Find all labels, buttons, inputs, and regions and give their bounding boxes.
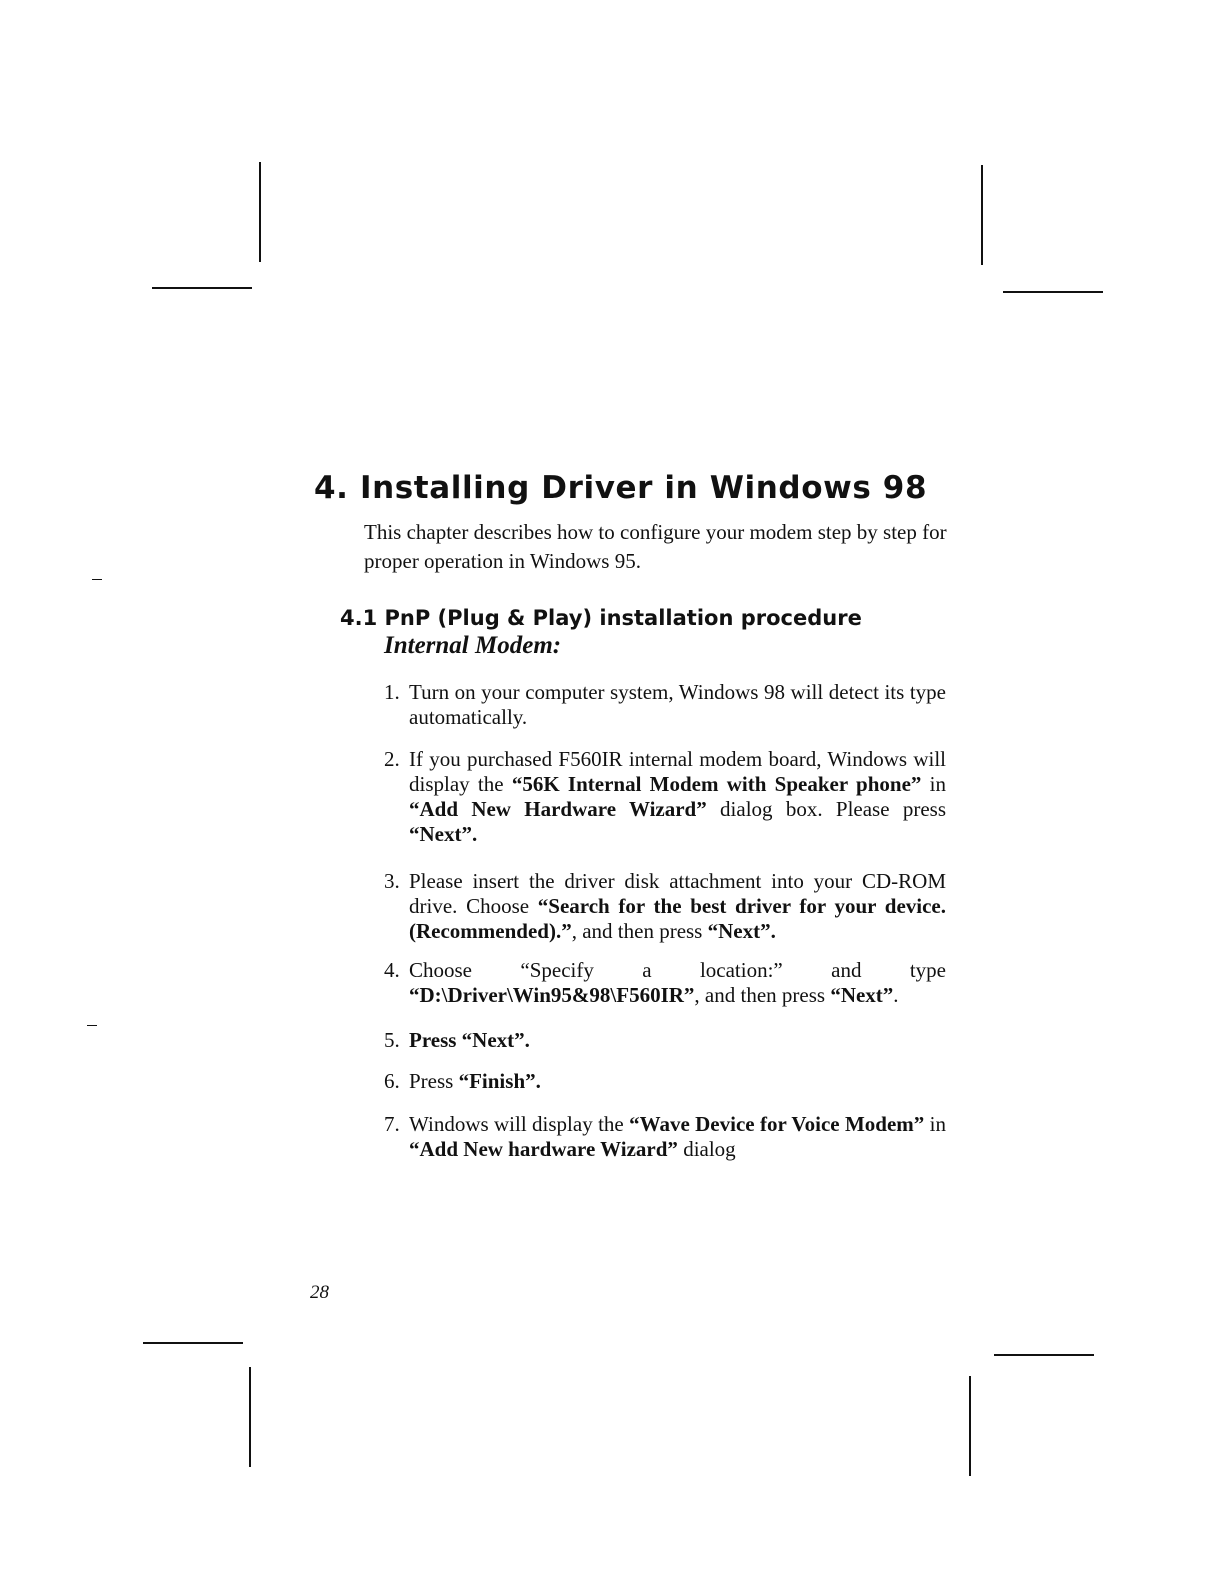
step-text: in — [921, 772, 946, 796]
step-emphasis-text: “Add New hardware Wizard” — [409, 1137, 678, 1161]
crop-mark-top-right-vertical — [981, 165, 983, 265]
crop-mark-bottom-left-vertical — [249, 1367, 251, 1467]
step-number: 6. — [384, 1069, 400, 1093]
step-emphasis-text: “D:\Driver\Win95&98\F560IR” — [409, 983, 695, 1007]
installation-steps — [384, 680, 946, 1162]
step-emphasis-text: “Finish”. — [458, 1069, 541, 1093]
step-text: , and then press — [694, 983, 831, 1007]
crop-mark-bottom-right-vertical — [969, 1376, 971, 1476]
step-text: Choose “Specify a location:” and type — [409, 958, 946, 982]
step-text: dialog box. Please press — [706, 797, 947, 821]
step-emphasis-text: “Search for the best driver for your device. (Recommended).” — [409, 894, 946, 943]
step-item — [384, 747, 946, 847]
step-number: 4. — [384, 958, 400, 982]
step-emphasis-text: Press “Next”. — [409, 1028, 530, 1052]
step-item — [384, 869, 946, 944]
step-number: 7. — [384, 1112, 400, 1136]
step-number: 5. — [384, 1028, 400, 1052]
step-emphasis-text: “Next” — [830, 983, 894, 1007]
step-emphasis-text: “Add New Hardware Wizard” — [409, 797, 707, 821]
chapter-intro: This chapter describes how to configure your modem step by step for proper operation in Windows 95. — [364, 520, 947, 573]
step-text: dialog — [677, 1137, 736, 1161]
step-text: Windows will display the — [409, 1112, 630, 1136]
step-number: 2. — [384, 747, 400, 771]
step-text: . — [893, 983, 899, 1007]
step-emphasis-text: “Wave Device for Voice Modem” — [629, 1112, 925, 1136]
step-emphasis-text: “56K Internal Modem with Speaker phone” — [511, 772, 922, 796]
step-item — [384, 680, 946, 730]
step-emphasis-text: “Next”. — [409, 822, 478, 846]
step-item — [384, 1069, 946, 1094]
crop-mark-top-left-vertical — [259, 162, 261, 262]
step-text: Press — [409, 1069, 459, 1093]
section-subheading: Internal Modem: — [384, 632, 562, 659]
page-number: 28 — [310, 1282, 329, 1303]
crop-mark-top-right-horizontal — [1003, 291, 1103, 293]
crop-mark-top-left-horizontal — [152, 287, 252, 289]
step-text: , and then press — [571, 919, 708, 943]
step-text: Turn on your computer system, Windows 98 will detect its type automatically. — [409, 680, 946, 729]
step-text: If you purchased F560IR internal modem board, Windows will display the — [409, 747, 946, 796]
step-text: Please insert the driver disk attachment into your CD-ROM drive. Choose — [409, 869, 946, 918]
section-title: 4.1 PnP (Plug & Play) installation procedure — [340, 606, 862, 630]
step-item — [384, 958, 946, 1008]
step-item — [384, 1028, 946, 1053]
step-number: 1. — [384, 680, 400, 704]
scan-speck — [92, 579, 102, 580]
step-emphasis-text: “Next”. — [707, 919, 776, 943]
step-text: in — [924, 1112, 946, 1136]
crop-mark-bottom-right-horizontal — [994, 1354, 1094, 1356]
step-item — [384, 1112, 946, 1162]
crop-mark-bottom-left-horizontal — [143, 1342, 243, 1344]
scan-speck — [87, 1025, 97, 1026]
chapter-title: 4. Installing Driver in Windows 98 — [314, 470, 928, 506]
step-number: 3. — [384, 869, 400, 893]
